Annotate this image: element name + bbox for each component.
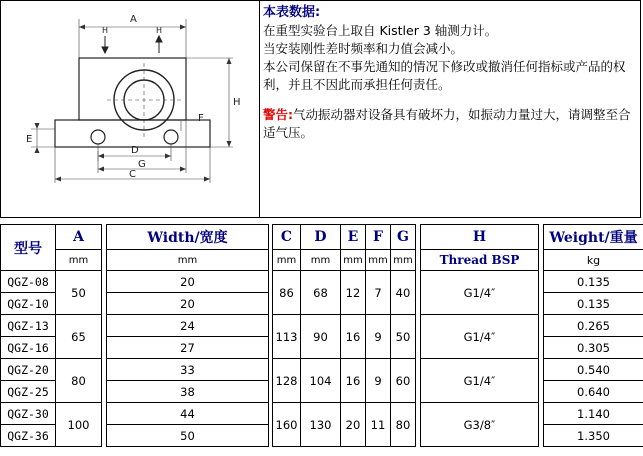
top-section xyxy=(0,0,641,218)
base-outline xyxy=(55,120,210,147)
cell-h: G3/8″ xyxy=(421,403,539,447)
cell-h: G1/4″ xyxy=(421,359,539,403)
cell-width: 33 xyxy=(107,359,269,381)
warning-label: 警告: xyxy=(263,107,293,122)
unit-e: mm xyxy=(341,250,366,271)
label-a: A xyxy=(130,14,137,25)
header-a: A xyxy=(56,225,102,250)
label-g: G xyxy=(138,159,146,170)
cell-f: 9 xyxy=(366,315,391,359)
cell-d: 90 xyxy=(301,315,341,359)
unit-width: mm xyxy=(107,250,269,271)
cell-weight: 0.305 xyxy=(544,337,643,359)
cell-c: 113 xyxy=(273,315,301,359)
unit-weight: kg xyxy=(544,250,643,271)
cell-weight: 0.135 xyxy=(544,293,643,315)
header-c: C xyxy=(273,225,301,250)
label-h: H xyxy=(233,97,241,108)
cell-f: 11 xyxy=(366,403,391,447)
table-row xyxy=(1,315,643,337)
header-row xyxy=(1,225,643,250)
cell-model: QGZ-30 xyxy=(1,403,56,425)
cell-c: 160 xyxy=(273,403,301,447)
left-bolt-hole xyxy=(91,130,105,144)
body-outline xyxy=(79,58,186,120)
label-e: E xyxy=(26,134,33,145)
header-f: F xyxy=(366,225,391,250)
notes-line-1: 在重型实验台上取自 Kistler 3 轴测力计。 xyxy=(263,23,498,38)
cell-width: 20 xyxy=(107,293,269,315)
cell-h: G1/4″ xyxy=(421,271,539,315)
vibration-arrows xyxy=(102,36,162,53)
right-bolt-hole xyxy=(164,130,178,144)
cell-width: 20 xyxy=(107,271,269,293)
vibrator-drawing xyxy=(1,1,259,217)
cell-width: 50 xyxy=(107,425,269,447)
unit-g: mm xyxy=(391,250,416,271)
label-h-right: H xyxy=(156,26,163,35)
cell-f: 9 xyxy=(366,359,391,403)
notes-title: 本表数据: xyxy=(263,5,321,20)
table-row xyxy=(1,359,643,381)
unit-a: mm xyxy=(56,250,102,271)
cell-weight: 0.135 xyxy=(544,271,643,293)
cell-model: QGZ-16 xyxy=(1,337,56,359)
cell-e: 16 xyxy=(341,315,366,359)
cell-weight: 0.540 xyxy=(544,359,643,381)
cell-a: 80 xyxy=(56,359,102,403)
cell-model: QGZ-36 xyxy=(1,425,56,447)
unit-h: Thread BSP xyxy=(421,250,539,271)
header-weight: Weight/重量 xyxy=(544,225,643,250)
table-row xyxy=(1,403,643,425)
header-width: Width/宽度 xyxy=(107,225,269,250)
cell-g: 60 xyxy=(391,359,416,403)
header-e: E xyxy=(341,225,366,250)
cell-model: QGZ-13 xyxy=(1,315,56,337)
cell-d: 68 xyxy=(301,271,341,315)
cell-weight: 0.265 xyxy=(544,315,643,337)
cell-weight: 0.640 xyxy=(544,381,643,403)
unit-row xyxy=(1,250,643,271)
cell-a: 65 xyxy=(56,315,102,359)
cell-g: 80 xyxy=(391,403,416,447)
header-model: 型号 xyxy=(1,225,56,271)
cell-d: 130 xyxy=(301,403,341,447)
spec-table xyxy=(0,224,643,447)
cell-d: 104 xyxy=(301,359,341,403)
table-row xyxy=(1,271,643,293)
cell-f: 7 xyxy=(366,271,391,315)
label-c: C xyxy=(129,169,136,180)
warning-text xyxy=(263,106,638,142)
cell-model: QGZ-08 xyxy=(1,271,56,293)
unit-f: mm xyxy=(366,250,391,271)
cell-e: 20 xyxy=(341,403,366,447)
notes-line-2: 当安装刚性差时频率和力值会减小。 xyxy=(263,41,464,56)
cell-width: 24 xyxy=(107,315,269,337)
cell-c: 86 xyxy=(273,271,301,315)
cell-g: 50 xyxy=(391,315,416,359)
cell-c: 128 xyxy=(273,359,301,403)
notes-line-3: 本公司保留在不事先通知的情况下修改或撤消任何指标或产品的权利，并且不因此而承担任何责任。 xyxy=(263,59,626,92)
label-d: D xyxy=(131,145,139,156)
label-h-left: H xyxy=(102,26,109,35)
label-f: F xyxy=(198,113,204,124)
unit-c: mm xyxy=(273,250,301,271)
unit-d: mm xyxy=(301,250,341,271)
cell-weight: 1.140 xyxy=(544,403,643,425)
cell-model: QGZ-10 xyxy=(1,293,56,315)
dimension-drawing xyxy=(1,1,260,217)
cell-e: 16 xyxy=(341,359,366,403)
cell-width: 44 xyxy=(107,403,269,425)
cell-model: QGZ-20 xyxy=(1,359,56,381)
cell-weight: 1.350 xyxy=(544,425,643,447)
header-d: D xyxy=(301,225,341,250)
cell-e: 12 xyxy=(341,271,366,315)
cell-width: 38 xyxy=(107,381,269,403)
cell-model: QGZ-25 xyxy=(1,381,56,403)
cell-a: 100 xyxy=(56,403,102,447)
header-g: G xyxy=(391,225,416,250)
cell-width: 27 xyxy=(107,337,269,359)
warning-body: 气动振动器对设备具有破坏力，如振动力量过大，请调整至合适气压。 xyxy=(263,107,631,140)
cell-h: G1/4″ xyxy=(421,315,539,359)
notes-panel xyxy=(263,4,638,142)
cell-a: 50 xyxy=(56,271,102,315)
cell-g: 40 xyxy=(391,271,416,315)
header-h: H xyxy=(421,225,539,250)
